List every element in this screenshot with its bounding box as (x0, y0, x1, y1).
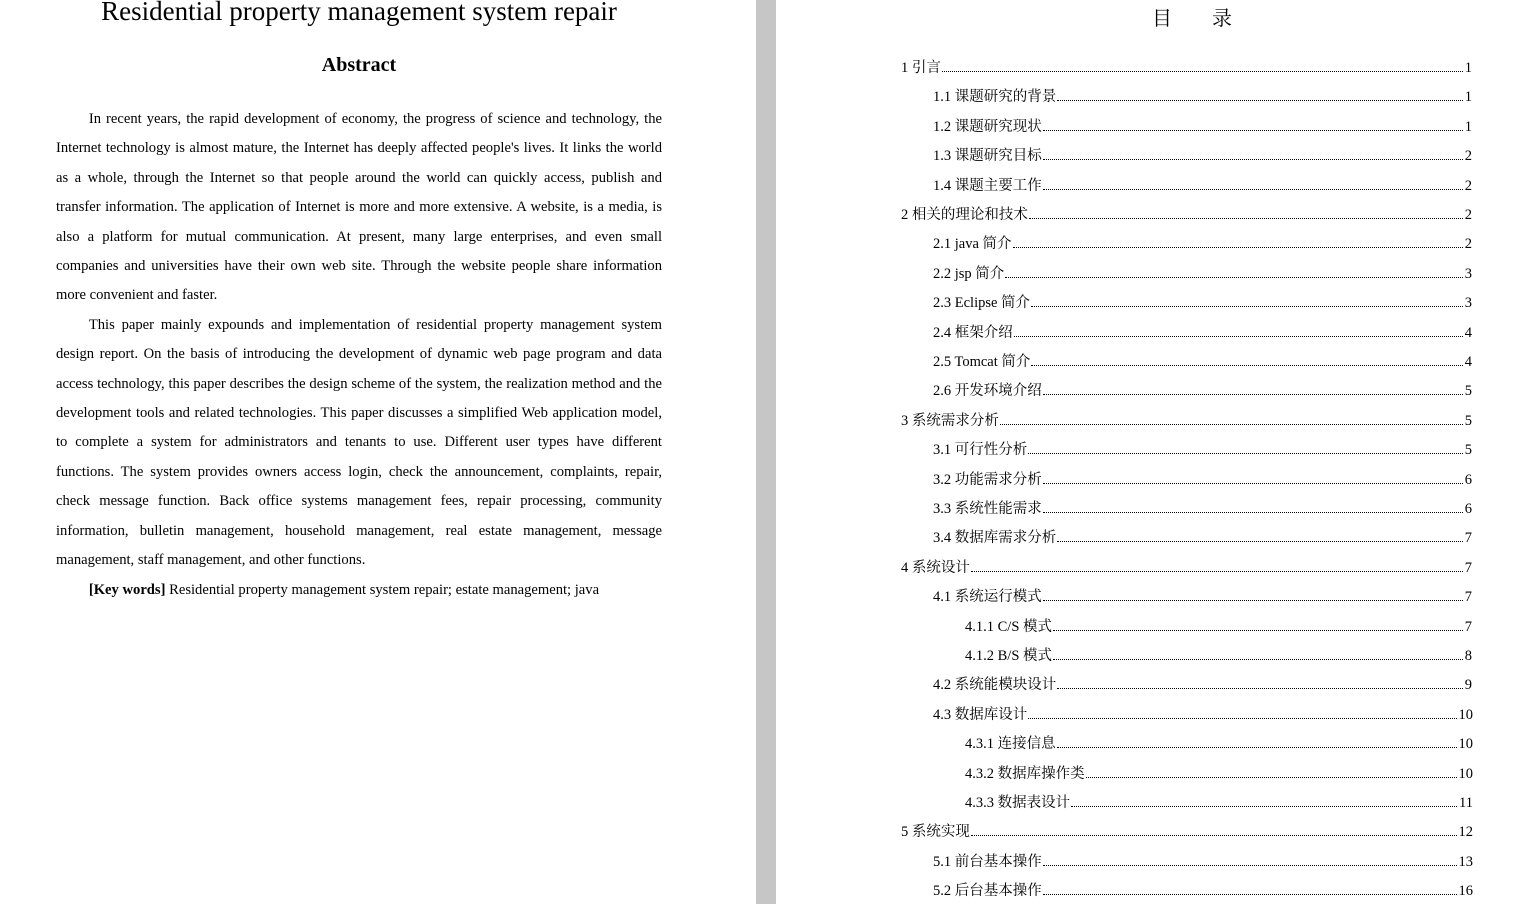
toc-entry-label: 5 系统实现 (901, 824, 970, 841)
toc-entry[interactable] (933, 82, 1472, 106)
toc-entry-page: 2 (1464, 207, 1472, 223)
toc-entry[interactable] (901, 53, 1472, 77)
toc-entry-label: 5.1 前台基本操作 (933, 853, 1042, 870)
keywords-line (56, 576, 662, 605)
toc-dot-leader (1086, 777, 1457, 778)
toc-entry-label: 4.1.1 C/S 模式 (965, 618, 1053, 635)
toc-entry-label: 2.2 jsp 简介 (933, 265, 1005, 282)
toc-dot-leader (1043, 130, 1463, 131)
toc-dot-leader (971, 835, 1457, 836)
toc-dot-leader (1000, 424, 1463, 425)
toc-entry-page: 7 (1464, 589, 1472, 606)
toc-entry-label: 4.3.3 数据表设计 (965, 795, 1071, 811)
toc-dot-leader (1043, 483, 1463, 484)
toc-entry-page: 4 (1464, 324, 1472, 341)
toc-entry-label: 3.1 可行性分析 (933, 442, 1028, 459)
toc-entry-page: 4 (1464, 354, 1472, 370)
toc-entry-page: 13 (1458, 853, 1473, 870)
toc-entry-page: 3 (1464, 265, 1472, 282)
toc-entry-page: 1 (1464, 118, 1472, 135)
toc-entry-label: 2.6 开发环境介绍 (933, 383, 1042, 400)
toc-entry-page: 10 (1458, 706, 1473, 723)
toc-entry[interactable] (965, 788, 1473, 812)
toc-title-char-2: 录 (1212, 6, 1232, 30)
toc-entry[interactable] (933, 465, 1472, 489)
toc-entry[interactable] (965, 759, 1473, 783)
toc-entry-page: 5 (1464, 442, 1472, 459)
toc-entry-page: 9 (1464, 677, 1472, 694)
toc-entry-label: 1.4 课题主要工作 (933, 177, 1042, 194)
toc-entry[interactable] (901, 817, 1473, 841)
toc-entry-label: 4.1.2 B/S 模式 (965, 648, 1053, 664)
toc-entry-page: 5 (1464, 412, 1472, 429)
toc-entry-page: 10 (1458, 736, 1473, 753)
toc-entry[interactable] (965, 641, 1472, 665)
abstract-paragraph-1: In recent years, the rapid development of economy, the progress of science and technology, the Internet technology is almost mature, the Internet has deeply affected people's lives. It links the world as a whole, through the Internet so that people around the world can quickly access, publish and transfer information. The application of Internet is more and more extensive. A website, is a media, is also a platform for mutual communication. At present, many large enterprises, and even small companies and universities have their own web site. Through the website people share information more convenient and faster. (56, 111, 662, 304)
abstract-page (0, 0, 756, 904)
toc-entry-label: 3 系统需求分析 (901, 412, 999, 429)
toc-entry-label: 4.1 系统运行模式 (933, 589, 1042, 606)
toc-entry-page: 2 (1464, 148, 1472, 165)
toc-entry[interactable] (965, 612, 1472, 636)
toc-dot-leader (1057, 747, 1457, 748)
toc-entry[interactable] (933, 847, 1473, 871)
toc-entry-page: 3 (1464, 295, 1472, 312)
toc-entry[interactable] (933, 318, 1472, 342)
toc-entry-label: 2.5 Tomcat 简介 (933, 354, 1031, 370)
toc-entry-page: 12 (1458, 824, 1473, 841)
toc-dot-leader (1013, 247, 1463, 248)
toc-entry-page: 10 (1458, 765, 1473, 782)
toc-entry-label: 5.2 后台基本操作 (933, 883, 1042, 900)
toc-entry[interactable] (933, 171, 1472, 195)
toc-dot-leader (1043, 512, 1463, 513)
toc-dot-leader (1043, 159, 1463, 160)
toc-entry[interactable] (933, 435, 1472, 459)
abstract-heading: Abstract (321, 54, 397, 76)
toc-entry[interactable] (901, 200, 1472, 224)
toc-entry-label: 2.1 java 简介 (933, 236, 1012, 253)
toc-entry-label: 3.3 系统性能需求 (933, 501, 1042, 517)
toc-entry-label: 4.3.2 数据库操作类 (965, 765, 1085, 782)
toc-entry[interactable] (933, 670, 1472, 694)
toc-entry[interactable] (933, 376, 1472, 400)
page-gutter (756, 0, 776, 904)
toc-entry-label: 1.3 课题研究目标 (933, 148, 1042, 165)
toc-entry-page: 16 (1458, 883, 1473, 900)
toc-dot-leader (1053, 630, 1463, 631)
toc-entry-label: 2.3 Eclipse 简介 (933, 295, 1031, 312)
toc-dot-leader (1031, 365, 1462, 366)
toc-entry-label: 4.2 系统能模块设计 (933, 677, 1057, 694)
toc-entry[interactable] (933, 288, 1472, 312)
toc-entry[interactable] (933, 876, 1473, 900)
toc-entry-page: 1 (1464, 60, 1472, 76)
toc-dot-leader (971, 571, 1463, 572)
toc-entry-label: 4.3.1 连接信息 (965, 736, 1056, 753)
toc-entry-page: 1 (1464, 89, 1472, 106)
toc-entry-page: 11 (1459, 795, 1473, 811)
toc-dot-leader (1071, 806, 1457, 807)
toc-entry-label: 2 相关的理论和技术 (901, 207, 1028, 223)
toc-dot-leader (1057, 100, 1463, 101)
toc-entry-label: 1 引言 (901, 60, 941, 76)
toc-entry-label: 1.2 课题研究现状 (933, 118, 1042, 135)
toc-dot-leader (1043, 394, 1463, 395)
toc-entry[interactable] (933, 582, 1472, 606)
toc-entry[interactable] (933, 700, 1473, 724)
toc-title (1152, 2, 1232, 31)
keywords-label: [Key words] (88, 581, 166, 598)
toc-dot-leader (1043, 600, 1463, 601)
toc-entry-page: 5 (1464, 383, 1472, 400)
toc-entry-page: 8 (1464, 648, 1472, 664)
toc-entry[interactable] (965, 729, 1473, 753)
toc-dot-leader (1028, 718, 1456, 719)
toc-dot-leader (1053, 659, 1463, 660)
toc-dot-leader (1043, 865, 1457, 866)
toc-dot-leader (1057, 541, 1463, 542)
toc-entry-page: 7 (1464, 559, 1472, 576)
toc-entry[interactable] (933, 259, 1472, 283)
toc-entry-label: 4.3 数据库设计 (933, 706, 1028, 723)
toc-page (776, 0, 1539, 904)
toc-dot-leader (1005, 277, 1462, 278)
toc-entry[interactable] (933, 523, 1472, 547)
toc-entry[interactable] (933, 229, 1472, 253)
toc-entry[interactable] (933, 112, 1472, 136)
toc-entry-label: 2.4 框架介绍 (933, 324, 1013, 341)
toc-entry-label: 4 系统设计 (901, 559, 970, 576)
toc-entry[interactable] (901, 553, 1472, 577)
toc-title-char-1: 目 (1152, 6, 1172, 30)
toc-entry[interactable] (933, 347, 1472, 371)
toc-entry[interactable] (933, 494, 1472, 518)
document-title: Residential property management system repair (101, 0, 617, 26)
toc-dot-leader (1029, 218, 1463, 219)
toc-entry-page: 6 (1464, 471, 1472, 488)
abstract-body (56, 105, 662, 605)
keywords-text: Residential property management system repair; estate management; java (169, 581, 600, 598)
toc-dot-leader (1014, 336, 1463, 337)
toc-entry-page: 7 (1464, 530, 1472, 547)
toc-entry-label: 3.4 数据库需求分析 (933, 530, 1057, 547)
toc-dot-leader (942, 71, 1463, 72)
toc-dot-leader (1043, 894, 1457, 895)
toc-entry-page: 7 (1464, 618, 1472, 635)
toc-entry[interactable] (901, 406, 1472, 430)
toc-dot-leader (1028, 453, 1463, 454)
toc-dot-leader (1031, 306, 1463, 307)
toc-entry-page: 2 (1464, 177, 1472, 194)
abstract-paragraph-2: This paper mainly expounds and implementation of residential property management system design report. On the basis of introducing the development of dynamic web page program and data access technology, this paper describes the design scheme of the system, the realization method and the development tools and related technologies. This paper discusses a simplified Web application model, to complete a system for administrators and tenants to use. Different user types have different functions. The system provides owners access login, check the announcement, complaints, repair, check message function. Back office systems management fees, repair processing, community information, bulletin management, household management, real estate management, message management, staff management, and other functions. (56, 316, 662, 569)
toc-entry-label: 1.1 课题研究的背景 (933, 89, 1057, 106)
toc-dot-leader (1057, 688, 1463, 689)
toc-entry-page: 6 (1464, 501, 1472, 517)
toc-entry-label: 3.2 功能需求分析 (933, 471, 1042, 488)
toc-entry-page: 2 (1464, 236, 1472, 253)
toc-entry[interactable] (933, 141, 1472, 165)
toc-dot-leader (1043, 189, 1463, 190)
